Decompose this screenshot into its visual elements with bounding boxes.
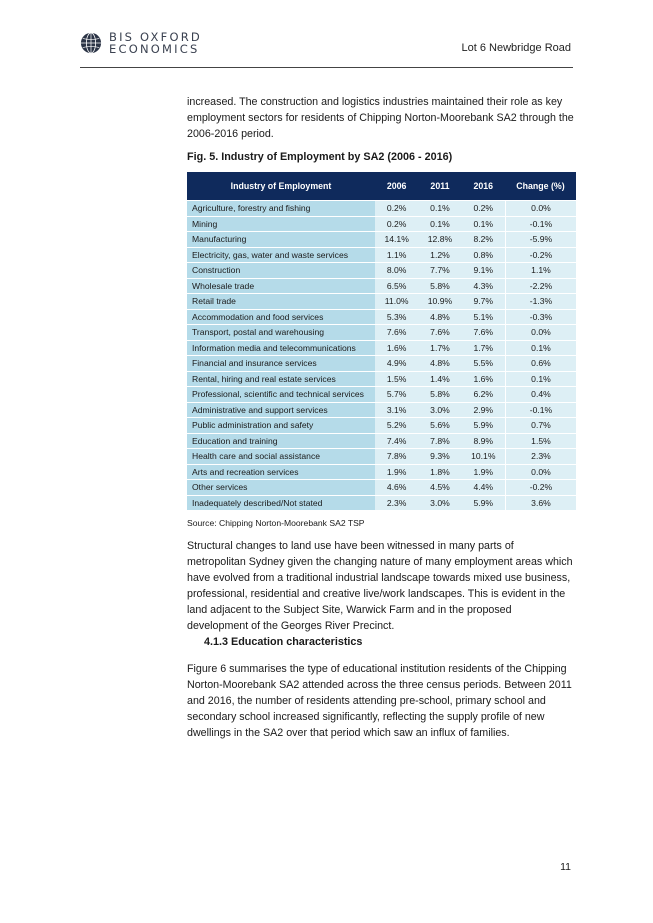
- table-row: [187, 418, 576, 433]
- value-2006-cell: 5.2%: [375, 418, 418, 433]
- industry-cell: Mining: [187, 217, 375, 232]
- change-cell: 2.3%: [505, 449, 576, 464]
- figure-title: Fig. 5. Industry of Employment by SA2 (2006 - 2016): [187, 151, 453, 163]
- value-2016-cell: 5.1%: [462, 310, 505, 325]
- industry-cell: Other services: [187, 480, 375, 495]
- value-2006-cell: 5.3%: [375, 310, 418, 325]
- intro-paragraph: increased. The construction and logistics industries maintained their role as key employment sectors for residents of Chipping Norton-Moorebank SA2 through the 2006-2016 period.: [187, 96, 574, 140]
- table-row: [187, 341, 576, 356]
- value-2016-cell: 10.1%: [462, 449, 505, 464]
- table-row: [187, 201, 576, 216]
- change-cell: 0.4%: [505, 387, 576, 402]
- table-row: [187, 232, 576, 247]
- industry-cell: Accommodation and food services: [187, 310, 375, 325]
- column-header-2006: 2006: [375, 172, 418, 200]
- value-2016-cell: 5.9%: [462, 418, 505, 433]
- page-number: 11: [560, 861, 571, 873]
- industry-cell: Information media and telecommunications: [187, 341, 375, 356]
- value-2011-cell: 1.7%: [418, 341, 461, 356]
- value-2011-cell: 1.4%: [418, 372, 461, 387]
- value-2006-cell: 6.5%: [375, 279, 418, 294]
- change-cell: 3.6%: [505, 496, 576, 511]
- table-row: [187, 372, 576, 387]
- table-row: [187, 356, 576, 371]
- change-cell: -0.1%: [505, 403, 576, 418]
- value-2011-cell: 3.0%: [418, 496, 461, 511]
- value-2011-cell: 12.8%: [418, 232, 461, 247]
- table-row: [187, 387, 576, 402]
- industry-cell: Electricity, gas, water and waste services: [187, 248, 375, 263]
- employment-table: [187, 171, 576, 511]
- value-2006-cell: 0.2%: [375, 201, 418, 216]
- change-cell: -5.9%: [505, 232, 576, 247]
- value-2016-cell: 7.6%: [462, 325, 505, 340]
- value-2006-cell: 1.6%: [375, 341, 418, 356]
- change-cell: -0.3%: [505, 310, 576, 325]
- table-row: [187, 279, 576, 294]
- source-note: Source: Chipping Norton-Moorebank SA2 TSP: [187, 518, 365, 528]
- value-2006-cell: 7.4%: [375, 434, 418, 449]
- header-document-title: Lot 6 Newbridge Road: [461, 42, 571, 54]
- value-2011-cell: 7.8%: [418, 434, 461, 449]
- industry-cell: Construction: [187, 263, 375, 278]
- change-cell: 0.7%: [505, 418, 576, 433]
- header-divider: [80, 67, 573, 68]
- change-cell: 1.5%: [505, 434, 576, 449]
- industry-cell: Wholesale trade: [187, 279, 375, 294]
- change-cell: 1.1%: [505, 263, 576, 278]
- change-cell: 0.0%: [505, 465, 576, 480]
- value-2006-cell: 5.7%: [375, 387, 418, 402]
- logo-wordmark: [109, 31, 202, 55]
- change-cell: 0.0%: [505, 201, 576, 216]
- industry-cell: Health care and social assistance: [187, 449, 375, 464]
- value-2016-cell: 0.2%: [462, 201, 505, 216]
- value-2006-cell: 1.9%: [375, 465, 418, 480]
- change-cell: -0.2%: [505, 248, 576, 263]
- table-row: [187, 217, 576, 232]
- value-2011-cell: 0.1%: [418, 201, 461, 216]
- value-2006-cell: 7.6%: [375, 325, 418, 340]
- value-2011-cell: 3.0%: [418, 403, 461, 418]
- value-2011-cell: 4.8%: [418, 310, 461, 325]
- value-2016-cell: 4.4%: [462, 480, 505, 495]
- value-2011-cell: 1.8%: [418, 465, 461, 480]
- section-subheading: 4.1.3 Education characteristics: [204, 636, 363, 648]
- company-logo: [80, 28, 202, 58]
- value-2011-cell: 5.6%: [418, 418, 461, 433]
- change-cell: 0.6%: [505, 356, 576, 371]
- change-cell: 0.1%: [505, 341, 576, 356]
- change-cell: -0.1%: [505, 217, 576, 232]
- value-2011-cell: 4.8%: [418, 356, 461, 371]
- value-2006-cell: 0.2%: [375, 217, 418, 232]
- logo-line-1: BIS OXFORD: [109, 30, 202, 44]
- value-2011-cell: 10.9%: [418, 294, 461, 309]
- industry-cell: Public administration and safety: [187, 418, 375, 433]
- change-cell: -0.2%: [505, 480, 576, 495]
- table-row: [187, 310, 576, 325]
- table-row: [187, 465, 576, 480]
- value-2016-cell: 9.7%: [462, 294, 505, 309]
- table-row: [187, 434, 576, 449]
- column-header-2011: 2011: [418, 172, 461, 200]
- table-row: [187, 403, 576, 418]
- logo-line-2: ECONOMICS: [109, 42, 200, 56]
- value-2016-cell: 5.9%: [462, 496, 505, 511]
- column-header-2016: 2016: [462, 172, 505, 200]
- table-row: [187, 263, 576, 278]
- value-2011-cell: 4.5%: [418, 480, 461, 495]
- value-2016-cell: 8.9%: [462, 434, 505, 449]
- industry-cell: Agriculture, forestry and fishing: [187, 201, 375, 216]
- value-2016-cell: 9.1%: [462, 263, 505, 278]
- change-cell: 0.1%: [505, 372, 576, 387]
- body-paragraph-2: Structural changes to land use have been witnessed in many parts of metropolitan Sydney given the changing nature of many employment areas which have evolved from a traditional industrial landscape towards mixed use business, professional, residential and creative live/work landscapes. This is evident in the land adjacent to the Subject Site, Warwick Farm and in the proposed development of the Georges River Precinct.: [187, 540, 573, 632]
- column-header-change: Change (%): [505, 172, 576, 200]
- value-2011-cell: 5.8%: [418, 279, 461, 294]
- value-2016-cell: 1.9%: [462, 465, 505, 480]
- value-2006-cell: 7.8%: [375, 449, 418, 464]
- table-row: [187, 480, 576, 495]
- value-2006-cell: 11.0%: [375, 294, 418, 309]
- value-2016-cell: 1.6%: [462, 372, 505, 387]
- globe-logo-icon: [80, 32, 102, 54]
- value-2011-cell: 1.2%: [418, 248, 461, 263]
- column-header-industry: Industry of Employment: [187, 172, 375, 200]
- value-2011-cell: 7.6%: [418, 325, 461, 340]
- table-row: [187, 248, 576, 263]
- value-2016-cell: 6.2%: [462, 387, 505, 402]
- table-body: [187, 201, 576, 510]
- value-2006-cell: 8.0%: [375, 263, 418, 278]
- industry-cell: Rental, hiring and real estate services: [187, 372, 375, 387]
- industry-cell: Administrative and support services: [187, 403, 375, 418]
- value-2011-cell: 7.7%: [418, 263, 461, 278]
- value-2011-cell: 0.1%: [418, 217, 461, 232]
- change-cell: -1.3%: [505, 294, 576, 309]
- value-2011-cell: 9.3%: [418, 449, 461, 464]
- value-2006-cell: 4.9%: [375, 356, 418, 371]
- value-2016-cell: 4.3%: [462, 279, 505, 294]
- value-2006-cell: 1.1%: [375, 248, 418, 263]
- value-2016-cell: 5.5%: [462, 356, 505, 371]
- value-2016-cell: 0.1%: [462, 217, 505, 232]
- industry-cell: Manufacturing: [187, 232, 375, 247]
- industry-cell: Inadequately described/Not stated: [187, 496, 375, 511]
- table-row: [187, 496, 576, 511]
- table-row: [187, 449, 576, 464]
- table-row: [187, 325, 576, 340]
- value-2006-cell: 1.5%: [375, 372, 418, 387]
- change-cell: 0.0%: [505, 325, 576, 340]
- value-2006-cell: 14.1%: [375, 232, 418, 247]
- table-row: [187, 294, 576, 309]
- value-2006-cell: 3.1%: [375, 403, 418, 418]
- industry-cell: Education and training: [187, 434, 375, 449]
- value-2016-cell: 1.7%: [462, 341, 505, 356]
- value-2011-cell: 5.8%: [418, 387, 461, 402]
- table-header-row: [187, 172, 576, 200]
- value-2016-cell: 2.9%: [462, 403, 505, 418]
- industry-cell: Arts and recreation services: [187, 465, 375, 480]
- body-paragraph-3: Figure 6 summarises the type of educational institution residents of the Chipping Norton-Moorebank SA2 attended across the three census periods. Between 2011 and 2016, the number of residents attending pre-school, primary school and secondary school increased significantly, reflecting the supply profile of new dwellings in the SA2 over that period which saw an influx of families.: [187, 663, 572, 739]
- industry-cell: Professional, scientific and technical services: [187, 387, 375, 402]
- value-2006-cell: 4.6%: [375, 480, 418, 495]
- industry-cell: Financial and insurance services: [187, 356, 375, 371]
- change-cell: -2.2%: [505, 279, 576, 294]
- value-2016-cell: 0.8%: [462, 248, 505, 263]
- industry-cell: Retail trade: [187, 294, 375, 309]
- value-2006-cell: 2.3%: [375, 496, 418, 511]
- industry-cell: Transport, postal and warehousing: [187, 325, 375, 340]
- value-2016-cell: 8.2%: [462, 232, 505, 247]
